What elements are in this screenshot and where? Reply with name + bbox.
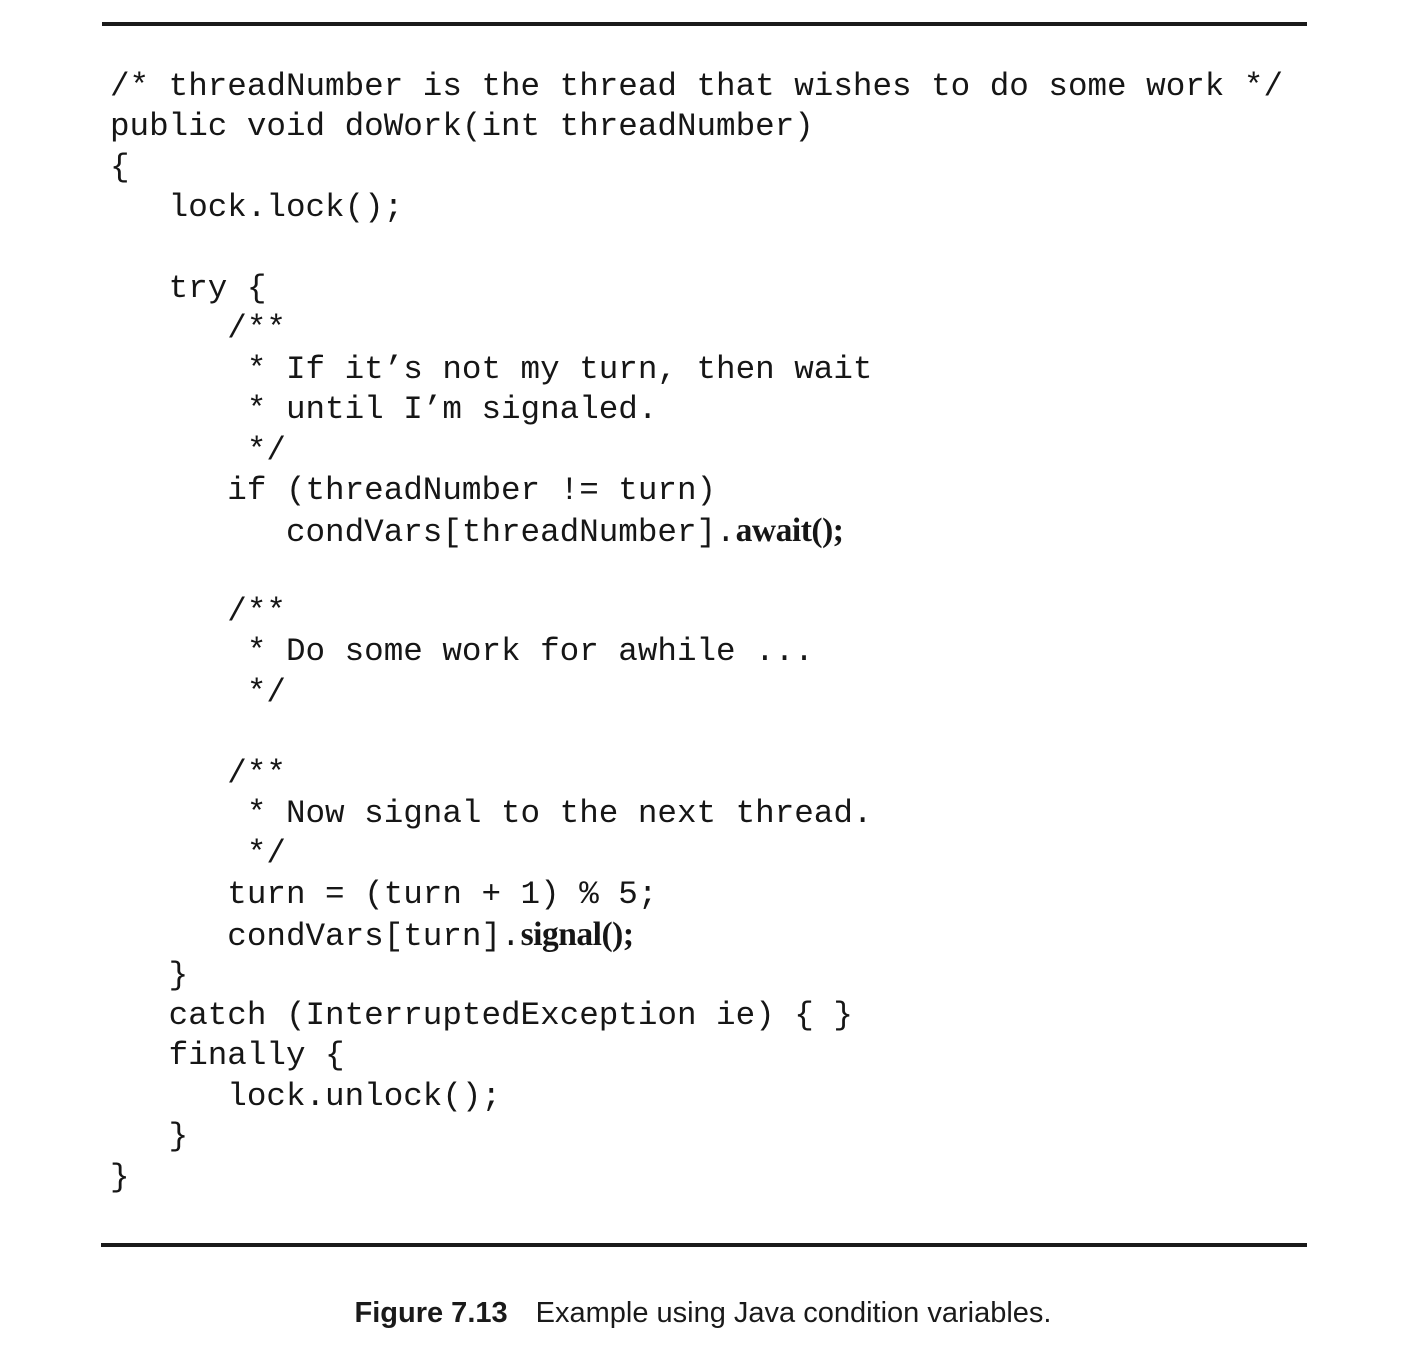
- code-line: */: [110, 673, 286, 711]
- code-line: * If it’s not my turn, then wait: [110, 350, 873, 388]
- code-line: finally {: [110, 1037, 345, 1075]
- figure-top-rule: [102, 22, 1307, 26]
- bold-method-call: await();: [735, 512, 844, 550]
- code-line: * Now signal to the next thread.: [110, 795, 873, 833]
- code-line: public void doWork(int threadNumber): [110, 108, 814, 146]
- code-line: }: [110, 1118, 189, 1156]
- code-line: }: [110, 956, 189, 994]
- code-line: try {: [110, 269, 267, 307]
- bold-method-call: signal();: [520, 916, 634, 954]
- code-line: [110, 552, 1283, 592]
- code-line: /**: [110, 593, 286, 631]
- figure-bottom-rule: [101, 1243, 1307, 1247]
- figure-caption-label: Figure 7.13: [354, 1297, 508, 1329]
- code-line: if (threadNumber != turn): [110, 471, 717, 509]
- code-line: /**: [110, 310, 286, 348]
- code-line: /* threadNumber is the thread that wishes to do some work */: [110, 68, 1284, 105]
- code-line: condVars[turn].signal();: [110, 916, 634, 956]
- figure-caption: [0, 1297, 1406, 1330]
- code-line: turn = (turn + 1) % 5;: [110, 875, 658, 913]
- code-line: catch (InterruptedException ie) { }: [110, 996, 853, 1034]
- code-line: * until I’m signaled.: [110, 391, 658, 429]
- code-line: [110, 229, 1283, 269]
- code-line: }: [110, 1158, 130, 1196]
- code-line: * Do some work for awhile ...: [110, 633, 814, 671]
- code-line: [110, 713, 1283, 753]
- code-line: lock.lock();: [110, 189, 404, 227]
- code-line: {: [110, 148, 130, 186]
- code-line: condVars[threadNumber].await();: [110, 512, 844, 552]
- code-line: lock.unlock();: [110, 1077, 502, 1115]
- code-line: */: [110, 835, 286, 873]
- code-listing: [110, 67, 1283, 1198]
- code-line: */: [110, 431, 286, 469]
- code-line: /**: [110, 754, 286, 792]
- figure-caption-text: Example using Java condition variables.: [535, 1297, 1052, 1329]
